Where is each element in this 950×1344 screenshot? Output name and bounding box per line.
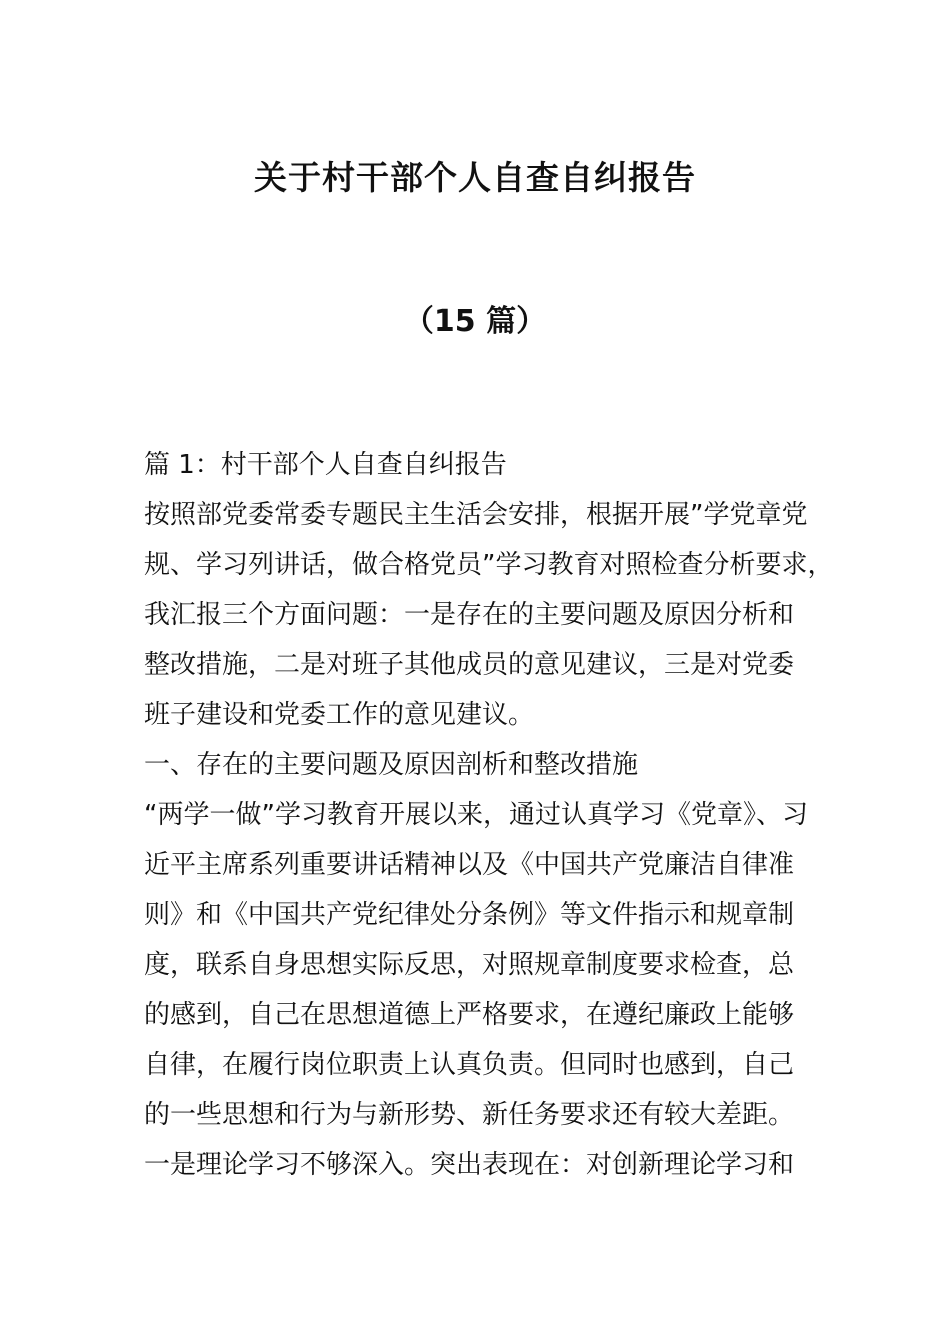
paragraph-line: 规、学习列讲话，做合格党员”学习教育对照检查分析要求， xyxy=(144,550,834,580)
paragraph-line: 整改措施，二是对班子其他成员的意见建议，三是对党委 xyxy=(144,650,795,680)
document-body xyxy=(144,440,834,1190)
paragraph-line: “两学一做”学习教育开展以来，通过认真学习《党章》、习 xyxy=(144,800,808,830)
paragraph-line: 的一些思想和行为与新形势、新任务要求还有较大差距。 xyxy=(144,1100,795,1130)
paragraph-line: 则》和《中国共产党纪律处分条例》等文件指示和规章制 xyxy=(144,900,795,930)
paragraph-line: 我汇报三个方面问题：一是存在的主要问题及原因分析和 xyxy=(144,600,795,630)
paragraph-line: 按照部党委常委专题民主生活会安排，根据开展”学党章党 xyxy=(144,500,808,530)
document-subtitle: （15 篇） xyxy=(403,304,547,339)
paragraph-line: 一是理论学习不够深入。突出表现在：对创新理论学习和 xyxy=(144,1150,795,1180)
paragraph-line: 的感到，自己在思想道德上严格要求，在遵纪廉政上能够 xyxy=(144,1000,795,1030)
paragraph-line: 近平主席系列重要讲话精神以及《中国共产党廉洁自律准 xyxy=(144,850,795,880)
paragraph-line: 度，联系自身思想实际反思，对照规章制度要求检查，总 xyxy=(144,950,795,980)
section-heading: 一、存在的主要问题及原因剖析和整改措施 xyxy=(144,750,639,780)
section-heading: 篇 1：村干部个人自查自纠报告 xyxy=(144,450,507,480)
document-title: 关于村干部个人自查自纠报告 xyxy=(254,158,696,197)
paragraph-line: 班子建设和党委工作的意见建议。 xyxy=(144,700,535,730)
paragraph-line: 自律，在履行岗位职责上认真负责。但同时也感到，自己 xyxy=(144,1050,795,1080)
